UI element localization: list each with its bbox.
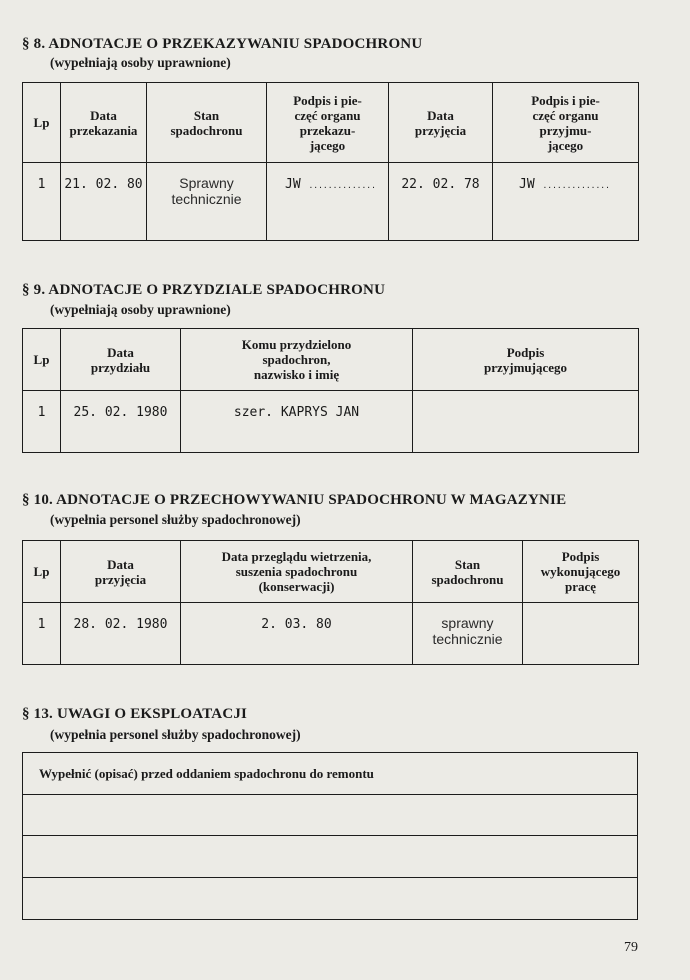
signature-dots: .............. (308, 181, 376, 190)
cell-podpis-przyjmujacego (493, 163, 639, 241)
header-stan-spadochronu: Stan spadochronu (413, 541, 523, 603)
section-8-title: § 8. ADNOTACJE O PRZEKAZYWANIU SPADOCHRONU (22, 36, 423, 52)
table-row (23, 163, 639, 241)
section-10-subtitle: (wypełnia personel służby spadochronowej) (50, 512, 301, 527)
cell-stan: sprawny technicznie (413, 603, 523, 665)
section-8-table (22, 82, 639, 241)
cell-podpis-przekazujacego (267, 163, 389, 241)
signature-text: JW (285, 177, 301, 192)
section-10-title: § 10. ADNOTACJE O PRZECHOWYWANIU SPADOCHRONU W MAGAZYNIE (22, 492, 567, 508)
section-9-table (22, 328, 639, 453)
page-number: 79 (624, 940, 638, 955)
section-13-title: § 13. UWAGI O EKSPLOATACJI (22, 706, 248, 722)
remarks-line (23, 878, 638, 920)
cell-komu: szer. KAPRYS JAN (181, 391, 413, 453)
header-data-przekazania: Data przekazania (61, 83, 147, 163)
header-podpis-przyjmujacego: Podpis przyjmującego (413, 329, 639, 391)
header-lp: Lp (23, 541, 61, 603)
cell-lp: 1 (23, 603, 61, 665)
cell-stan: Sprawny technicznie (147, 163, 267, 241)
header-lp (23, 83, 61, 163)
header-komu-przydzielono: Komu przydzielono spadochron, nazwisko i imię (181, 329, 413, 391)
remarks-row (23, 795, 638, 836)
cell-data-przyjecia: 22. 02. 78 (389, 163, 493, 241)
header-data-przydzialu: Data przydziału (61, 329, 181, 391)
section-13-subtitle: (wypełnia personel służby spadochronowej) (50, 727, 301, 742)
header-podpis-przyjmujacego: Podpis i pie- częć organu przyjmu- jącego (493, 83, 639, 163)
remarks-row (23, 878, 638, 920)
table-row (23, 603, 639, 665)
remarks-line (23, 795, 638, 836)
section-9-title: § 9. ADNOTACJE O PRZYDZIALE SPADOCHRONU (22, 282, 386, 298)
cell-data-przekazania: 21. 02. 80 (61, 163, 147, 241)
section-8-subtitle: (wypełniają osoby uprawnione) (50, 55, 231, 70)
section-9-subtitle: (wypełniają osoby uprawnione) (50, 302, 231, 317)
header-podpis-wykonujacego: Podpis wykonującego pracę (523, 541, 639, 603)
cell-podpis (523, 603, 639, 665)
remarks-line (23, 836, 638, 878)
cell-data-przyjecia: 28. 02. 1980 (61, 603, 181, 665)
header-data-przyjecia: Data przyjęcia (61, 541, 181, 603)
cell-data-przegladu: 2. 03. 80 (181, 603, 413, 665)
header-data-przegladu: Data przeglądu wietrzenia, suszenia spadochronu (konserwacji) (181, 541, 413, 603)
signature-text: JW (519, 177, 535, 192)
cell-lp: 1 (23, 163, 61, 241)
remarks-header: Wypełnić (opisać) przed oddaniem spadochronu do remontu (23, 753, 638, 795)
signature-dots: .............. (542, 181, 610, 190)
header-data-przyjecia: Data przyjęcia (389, 83, 493, 163)
cell-data-przydzialu: 25. 02. 1980 (61, 391, 181, 453)
remarks-row (23, 836, 638, 878)
section-10-table (22, 540, 639, 665)
section-13-table (22, 752, 638, 920)
cell-podpis (413, 391, 639, 453)
header-lp: Lp (23, 329, 61, 391)
header-stan-spadochronu: Stan spadochronu (147, 83, 267, 163)
table-row (23, 391, 639, 453)
header-lp-label: Lp (33, 115, 50, 130)
header-podpis-przekazujacego: Podpis i pie- częć organu przekazu- jącego (267, 83, 389, 163)
cell-lp: 1 (23, 391, 61, 453)
